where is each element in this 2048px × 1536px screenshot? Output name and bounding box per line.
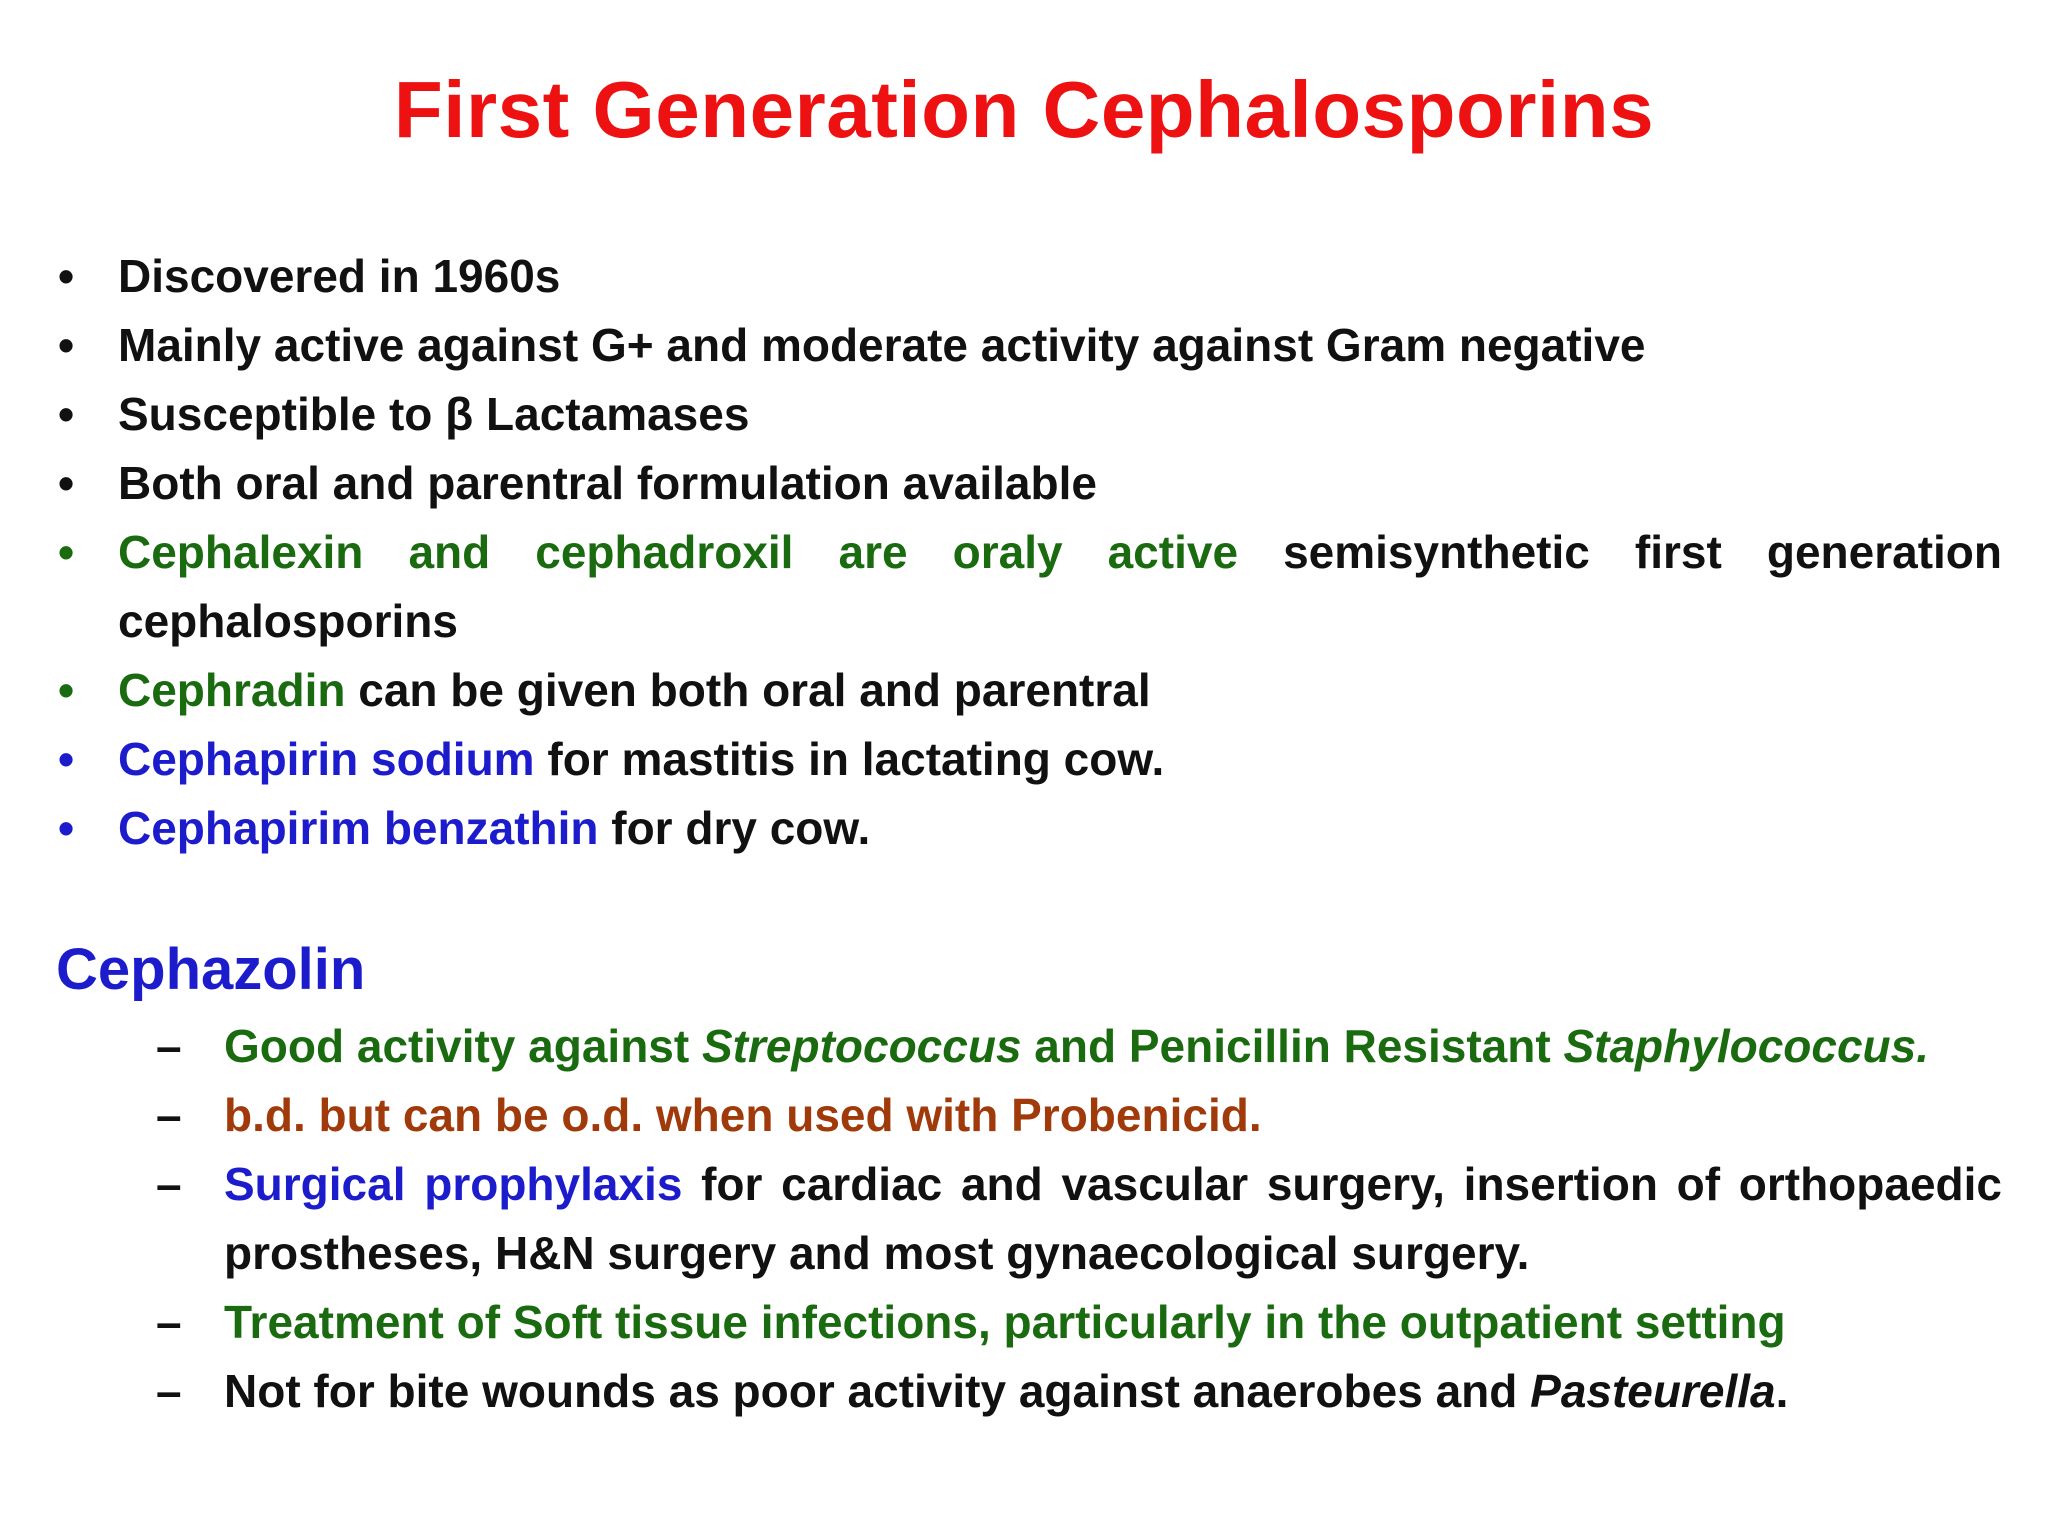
bullet-icon: •: [58, 457, 75, 509]
bullet-text: Discovered in 1960s: [118, 250, 561, 302]
section-heading: Cephazolin: [56, 937, 366, 1002]
item-text: Good activity against: [224, 1020, 702, 1072]
list-item: [56, 311, 2002, 380]
bullet-list: [56, 242, 2002, 863]
list-item: [156, 1012, 2002, 1081]
slide-title: First Generation Cephalosporins: [393, 65, 1655, 154]
list-item: [56, 518, 2002, 656]
list-item: [156, 1150, 2002, 1288]
list-item: [56, 656, 2002, 725]
list-item: [56, 380, 2002, 449]
bullet-text: can be given both oral and parentral: [345, 664, 1151, 716]
dash-icon: –: [156, 1020, 182, 1072]
item-text: and Penicillin Resistant: [1021, 1020, 1564, 1072]
organism-name: Staphylococcus.: [1563, 1020, 1930, 1072]
bullet-text: for dry cow.: [598, 802, 871, 854]
drug-highlight: Cephapirim benzathin: [118, 802, 599, 854]
item-text: Treatment of Soft tissue infections, particularly in the outpatient setting: [224, 1296, 1786, 1348]
bullet-text: Both oral and parentral formulation available: [118, 457, 1097, 509]
bullet-icon: •: [58, 388, 75, 440]
organism-name: Pasteurella: [1530, 1365, 1776, 1417]
list-item: [156, 1357, 2002, 1426]
dash-icon: –: [156, 1365, 182, 1417]
list-item: [156, 1288, 2002, 1357]
bullet-icon: •: [58, 319, 75, 371]
item-text: for cardiac and vascular surgery, insertion of orthopaedic prostheses, H&N surgery and most gynaecological surgery.: [224, 1158, 2002, 1279]
drug-highlight: Cephalexin and cephadroxil are oraly active: [118, 526, 1239, 578]
usage-highlight: Surgical prophylaxis: [224, 1158, 683, 1210]
dash-icon: –: [156, 1296, 182, 1348]
item-text: .: [1775, 1365, 1789, 1417]
list-item: [56, 242, 2002, 311]
list-item: [156, 1081, 2002, 1150]
list-item: [56, 794, 2002, 863]
bullet-text: Susceptible to β Lactamases: [118, 388, 750, 440]
item-text: Not for bite wounds as poor activity against anaerobes and: [224, 1365, 1531, 1417]
bullet-icon: •: [58, 250, 75, 302]
bullet-text: for mastitis in lactating cow.: [534, 733, 1165, 785]
bullet-text: Mainly active against G+ and moderate activity against Gram negative: [118, 319, 1646, 371]
dash-icon: –: [156, 1158, 182, 1210]
dash-icon: –: [156, 1089, 182, 1141]
list-item: [56, 725, 2002, 794]
drug-highlight: Cephapirin sodium: [118, 733, 535, 785]
bullet-icon: •: [58, 802, 75, 854]
bullet-icon: •: [58, 733, 75, 785]
bullet-icon: •: [58, 664, 75, 716]
drug-highlight: Cephradin: [118, 664, 346, 716]
bullet-text: semisynthetic first generation cephalosporins: [118, 526, 2002, 647]
list-item: [56, 449, 2002, 518]
dash-list: [156, 1012, 2002, 1426]
item-text: b.d. but can be o.d. when used with Probenicid.: [224, 1089, 1262, 1141]
organism-name: Streptococcus: [702, 1020, 1022, 1072]
bullet-icon: •: [58, 526, 75, 578]
